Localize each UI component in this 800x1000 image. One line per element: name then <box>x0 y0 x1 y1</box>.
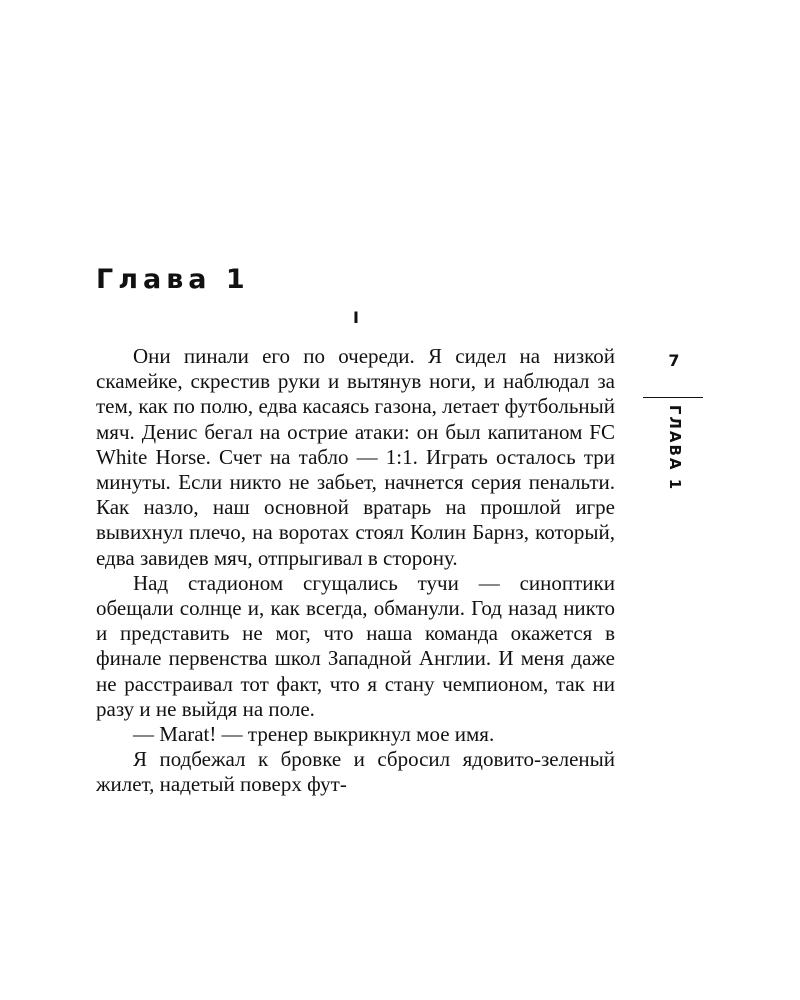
paragraph-3: — Marat! — тренер выкрикнул мое имя. <box>133 722 495 747</box>
paragraph-2: Над стадионом сгущались тучи — синоптики обещали солнце и, как всегда, обманули. Год назад никто и представить не мог, что наша команда окажется в финале первенства школ Западной Англии. И меня даже не расстраивал тот факт, что я стану чемпионом, так ни разу и не выйдя на поле. <box>96 570 615 721</box>
margin-divider <box>643 397 703 398</box>
chapter-title: Глава 1 <box>96 264 250 295</box>
section-number: I <box>353 308 359 327</box>
running-head: ГЛАВА 1 <box>666 404 684 492</box>
paragraph-1: Они пинали его по очереди. Я сидел на низкой скамейке, скрестив руки и вытянув ноги, и наблюдал за тем, как по полю, едва касаясь газона, летает футбольный мяч. Денис бегал на острие атаки: он был капитаном FC White Horse. Счет на табло — 1:1. Играть осталось три минуты. Если никто не забьет, начнется серия пенальти. Как назло, наш основной вратарь на прошлой игре вывихнул плечо, на воротах стоял Колин Барнз, который, едва завидев мяч, отпрыгивал в сторону. <box>96 344 615 570</box>
body-text <box>96 344 615 798</box>
paragraph-4: Я подбежал к бровке и сбросил ядовито-зеленый жилет, надетый поверх фут- <box>96 747 615 797</box>
page-number: 7 <box>668 351 680 370</box>
